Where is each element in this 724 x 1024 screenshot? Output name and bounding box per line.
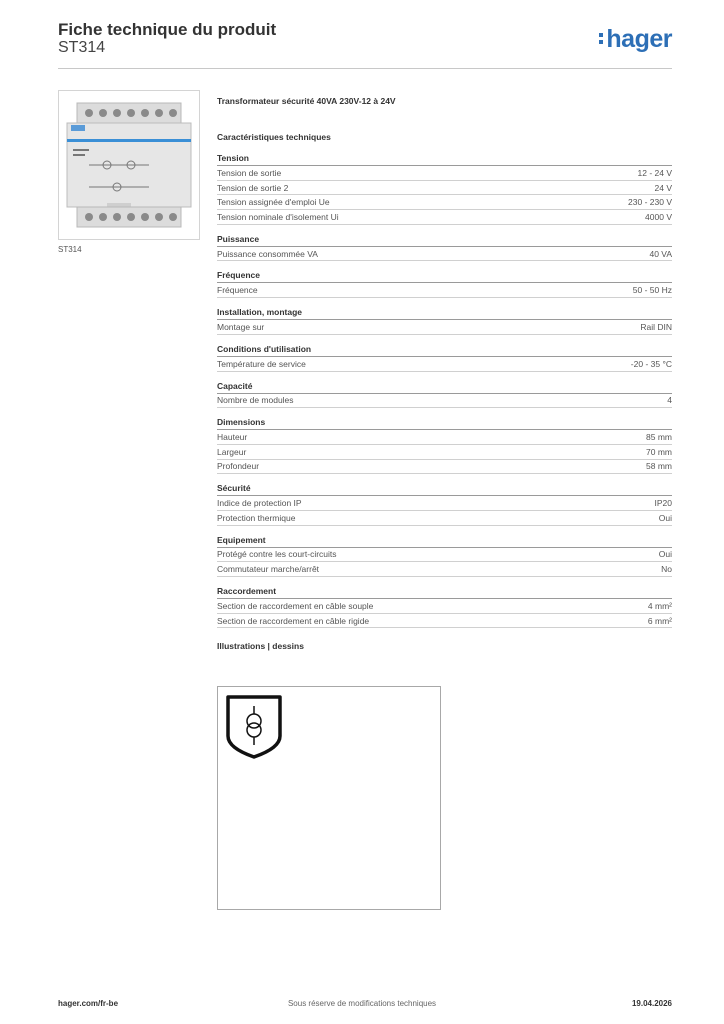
spec-label: Section de raccordement en câble rigide [217, 615, 370, 626]
spec-value: 40 VA [649, 248, 672, 259]
logo-dots-icon [599, 33, 603, 44]
spec-section [217, 381, 672, 409]
spec-section-title: Raccordement [217, 586, 672, 599]
spec-row [217, 562, 672, 577]
spec-label: Protégé contre les court-circuits [217, 549, 337, 560]
spec-section-title: Equipement [217, 535, 672, 548]
logo-text: hager [606, 25, 672, 53]
spec-label: Tension nominale d'isolement Ui [217, 211, 339, 222]
spec-sections [217, 153, 672, 628]
spec-value: No [661, 564, 672, 575]
hager-logo[interactable] [599, 26, 672, 52]
spec-label: Hauteur [217, 432, 248, 443]
spec-section-title: Installation, montage [217, 307, 672, 320]
spec-value: 70 mm [646, 446, 672, 457]
page-title: Fiche technique du produit [58, 20, 277, 39]
illustration-box [217, 686, 441, 910]
spec-value: 50 - 50 Hz [632, 285, 672, 296]
spec-section [217, 307, 672, 335]
spec-label: Indice de protection IP [217, 498, 302, 509]
product-image-frame [58, 90, 200, 240]
product-name: Transformateur sécurité 40VA 230V-12 à 24V [217, 96, 396, 106]
spec-row [217, 394, 672, 409]
spec-row [217, 614, 672, 629]
spec-section-title: Dimensions [217, 417, 672, 430]
spec-section-title: Conditions d'utilisation [217, 344, 672, 357]
spec-section [217, 234, 672, 262]
spec-label: Protection thermique [217, 512, 296, 523]
spec-section [217, 586, 672, 628]
illustrations-heading: Illustrations | dessins [217, 641, 304, 652]
spec-label: Largeur [217, 446, 247, 457]
spec-value: 24 V [654, 182, 672, 193]
spec-value: Rail DIN [640, 321, 672, 332]
spec-value: 4 [667, 395, 672, 406]
spec-value: -20 - 35 °C [630, 358, 672, 369]
spec-row [217, 195, 672, 210]
spec-row [217, 166, 672, 181]
footer-disclaimer: Sous réserve de modifications techniques [287, 999, 437, 1008]
spec-value: 58 mm [646, 461, 672, 472]
spec-row [217, 599, 672, 614]
spec-row [217, 210, 672, 225]
spec-row [217, 357, 672, 372]
spec-section-title: Fréquence [217, 270, 672, 283]
product-reference: ST314 [58, 39, 106, 56]
product-image [59, 91, 199, 239]
spec-section [217, 153, 672, 225]
spec-row [217, 181, 672, 196]
spec-row [217, 496, 672, 511]
spec-section-title: Puissance [217, 234, 672, 247]
spec-value: 4000 V [645, 211, 672, 222]
spec-row [217, 548, 672, 563]
spec-row [217, 460, 672, 475]
spec-label: Tension de sortie [217, 167, 282, 178]
footer-website-link[interactable]: hager.com/fr-be [58, 999, 119, 1008]
spec-value: Oui [658, 512, 672, 523]
spec-label: Tension de sortie 2 [217, 182, 289, 193]
spec-row [217, 247, 672, 262]
header-divider [58, 68, 672, 69]
spec-value: IP20 [654, 498, 672, 509]
spec-value: 12 - 24 V [637, 167, 672, 178]
spec-section [217, 270, 672, 298]
product-image-caption: ST314 [58, 245, 82, 254]
spec-label: Montage sur [217, 321, 265, 332]
spec-row [217, 511, 672, 526]
spec-value: 85 mm [646, 432, 672, 443]
spec-label: Puissance consommée VA [217, 248, 318, 259]
spec-section-title: Capacité [217, 381, 672, 394]
spec-value: Oui [658, 549, 672, 560]
spec-label: Tension assignée d'emploi Ue [217, 197, 330, 208]
spec-label: Nombre de modules [217, 395, 294, 406]
spec-label: Commutateur marche/arrêt [217, 564, 320, 575]
safety-transformer-symbol-icon [223, 692, 285, 762]
spec-value: 230 - 230 V [628, 197, 672, 208]
spec-content [217, 96, 672, 651]
spec-section-title: Tension [217, 153, 672, 166]
spec-row [217, 430, 672, 445]
spec-row [217, 445, 672, 460]
spec-section [217, 344, 672, 372]
spec-section [217, 417, 672, 474]
spec-section-title: Sécurité [217, 483, 672, 496]
spec-label: Profondeur [217, 461, 260, 472]
tech-specs-heading: Caractéristiques techniques [217, 132, 331, 142]
spec-label: Température de service [217, 358, 306, 369]
spec-label: Fréquence [217, 285, 258, 296]
spec-value: 6 mm² [647, 615, 672, 626]
spec-section [217, 535, 672, 577]
spec-label: Section de raccordement en câble souple [217, 600, 374, 611]
spec-row [217, 283, 672, 298]
spec-row [217, 320, 672, 335]
spec-value: 4 mm² [647, 600, 672, 611]
spec-section [217, 483, 672, 525]
footer-date: 19.04.2026 [631, 999, 672, 1008]
